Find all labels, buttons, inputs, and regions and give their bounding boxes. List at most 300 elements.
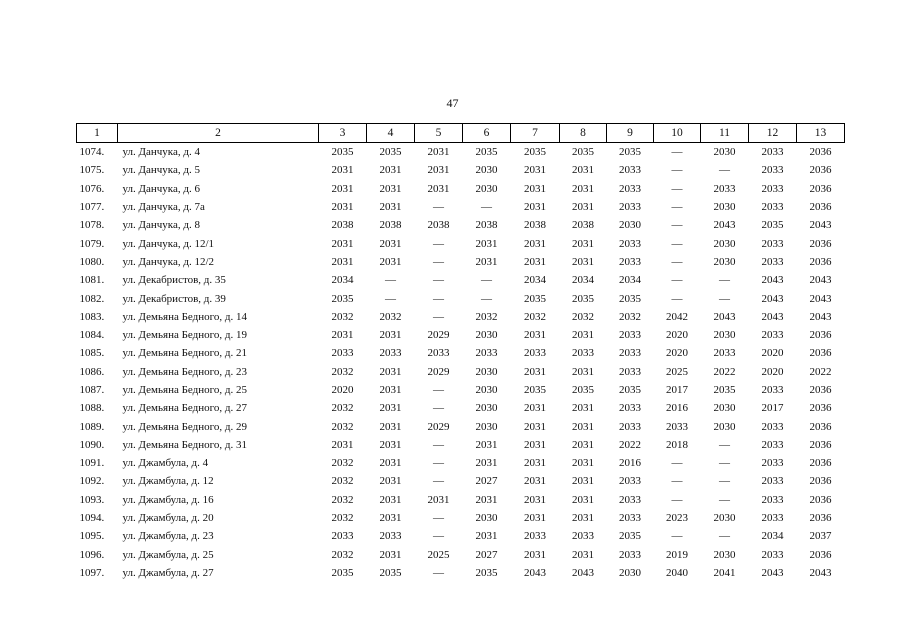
address-cell: ул. Данчука, д. 6 [122, 182, 200, 195]
year-cell: 2040 [666, 566, 688, 579]
year-cell: 2032 [331, 493, 354, 506]
page-number: 47 [446, 96, 459, 110]
year-cell: — [433, 475, 444, 488]
year-cell: 2033 [619, 475, 641, 488]
year-cell: 2022 [619, 438, 641, 451]
year-cell: 2035 [572, 384, 594, 396]
year-cell: 2043 [761, 310, 784, 323]
year-cell: — [719, 530, 730, 543]
year-cell: — [385, 274, 396, 287]
table-row [77, 326, 845, 344]
year-cell: — [671, 164, 683, 177]
year-cell: 2036 [809, 237, 832, 250]
year-cell: 2030 [713, 255, 736, 268]
year-cell: 2031 [379, 365, 402, 378]
year-cell: 2031 [572, 201, 594, 214]
year-cell: 2031 [475, 255, 498, 268]
year-cell: 2035 [572, 146, 594, 159]
year-cell: 2033 [761, 164, 784, 177]
year-cell: 2035 [524, 384, 546, 396]
year-cell: — [719, 475, 730, 488]
year-cell: 2031 [379, 182, 402, 195]
year-cell: 2033 [619, 164, 641, 177]
header-row [77, 124, 845, 143]
year-cell: 2038 [379, 219, 402, 232]
year-cell: 2031 [379, 548, 402, 561]
year-cell: 2031 [524, 329, 546, 342]
year-cell: — [671, 182, 683, 195]
year-cell: 2030 [713, 548, 736, 561]
address-cell: ул. Джамбула, д. 16 [122, 493, 214, 506]
year-cell: 2016 [666, 402, 688, 415]
year-cell: 2025 [427, 548, 450, 561]
year-cell: 2038 [427, 219, 450, 232]
year-cell: 2019 [666, 548, 688, 561]
year-cell: 2031 [379, 329, 402, 342]
table-row [77, 381, 845, 399]
table-row [77, 234, 845, 252]
year-cell: 2043 [761, 274, 784, 287]
year-cell: 2031 [524, 201, 546, 214]
year-cell: 2035 [713, 384, 736, 396]
row-number: 1085. [79, 347, 105, 360]
year-cell: 2032 [331, 420, 354, 433]
year-cell: 2033 [713, 347, 736, 360]
year-cell: 2036 [809, 475, 832, 488]
year-cell: 2033 [427, 347, 450, 360]
table-row [77, 344, 845, 362]
year-cell: 2033 [572, 347, 594, 360]
year-cell: 2022 [809, 365, 832, 378]
row-number: 1097. [79, 566, 105, 579]
year-cell: 2031 [331, 329, 354, 342]
year-cell: 2042 [666, 310, 688, 323]
row-number: 1074. [79, 146, 105, 159]
year-cell: 2038 [572, 219, 594, 232]
year-cell: 2031 [524, 182, 546, 195]
year-cell: 2036 [809, 347, 832, 360]
year-cell: 2043 [809, 310, 832, 323]
year-cell: 2035 [379, 566, 402, 579]
year-cell: 2017 [761, 402, 784, 415]
year-cell: 2032 [331, 402, 354, 415]
table-row [77, 491, 845, 509]
year-cell: 2030 [475, 329, 498, 342]
year-cell: 2035 [475, 146, 498, 159]
row-number: 1091. [79, 457, 105, 470]
address-cell: ул. Данчука, д. 5 [122, 164, 200, 177]
row-number: 1075. [79, 164, 105, 177]
address-cell: ул. Демьяна Бедного, д. 25 [122, 384, 247, 396]
year-cell: 2034 [572, 274, 594, 287]
year-cell: 2032 [475, 310, 498, 323]
row-number: 1083. [79, 310, 105, 323]
year-cell: — [433, 384, 444, 396]
table-row [77, 546, 845, 564]
year-cell: — [433, 201, 444, 214]
year-cell: 2031 [379, 475, 402, 488]
year-cell: 2033 [761, 475, 784, 488]
table-row [77, 271, 845, 289]
address-cell: ул. Демьяна Бедного, д. 19 [122, 329, 247, 342]
year-cell: 2031 [572, 329, 594, 342]
year-cell: — [433, 457, 444, 470]
year-cell: 2031 [524, 255, 546, 268]
column-header: 11 [701, 124, 749, 143]
year-cell: 2036 [809, 402, 832, 415]
year-cell: 2035 [524, 146, 546, 159]
year-cell: 2030 [713, 146, 736, 159]
column-header: 4 [367, 124, 415, 143]
table-row [77, 527, 845, 545]
table-row [77, 564, 845, 582]
year-cell: 2033 [761, 182, 784, 195]
year-cell: 2035 [331, 146, 354, 159]
year-cell: 2031 [331, 164, 354, 177]
year-cell: 2031 [572, 548, 594, 561]
table-row [77, 180, 845, 198]
year-cell: 2016 [619, 457, 641, 470]
year-cell: 2031 [427, 493, 450, 506]
year-cell: 2031 [572, 164, 594, 177]
year-cell: — [671, 493, 683, 506]
year-cell: 2036 [809, 420, 832, 433]
table-body [77, 143, 845, 583]
year-cell: — [671, 530, 683, 543]
column-header: 13 [797, 124, 845, 143]
row-number: 1076. [79, 182, 105, 195]
table-row [77, 216, 845, 234]
year-cell: 2031 [331, 201, 354, 214]
year-cell: 2030 [713, 420, 736, 433]
address-cell: ул. Джамбула, д. 4 [122, 457, 209, 470]
year-cell: 2035 [619, 384, 641, 396]
year-cell: 2031 [379, 201, 402, 214]
table-row [77, 509, 845, 527]
year-cell: 2033 [619, 493, 641, 506]
row-number: 1082. [79, 292, 105, 305]
year-cell: 2030 [713, 402, 736, 415]
year-cell: 2036 [809, 548, 832, 561]
year-cell: 2031 [475, 457, 498, 470]
table-row [77, 143, 845, 162]
year-cell: 2027 [475, 475, 498, 488]
year-cell: — [719, 457, 730, 470]
year-cell: 2043 [713, 219, 736, 232]
year-cell: — [719, 274, 730, 287]
year-cell: 2031 [572, 402, 594, 415]
year-cell: — [433, 512, 444, 525]
year-cell: — [719, 438, 730, 451]
year-cell: 2031 [524, 402, 546, 415]
row-number: 1077. [79, 201, 105, 214]
row-number: 1078. [79, 219, 105, 232]
year-cell: — [481, 292, 492, 305]
year-cell: 2031 [572, 457, 594, 470]
year-cell: 2031 [572, 255, 594, 268]
data-table [76, 123, 845, 582]
column-header: 3 [319, 124, 367, 143]
year-cell: 2033 [761, 512, 784, 525]
column-header: 7 [511, 124, 560, 143]
address-cell: ул. Демьяна Бедного, д. 31 [122, 438, 247, 451]
year-cell: 2020 [331, 384, 354, 396]
year-cell: 2031 [475, 237, 498, 250]
year-cell: 2031 [427, 146, 450, 159]
year-cell: 2033 [619, 420, 641, 433]
row-number: 1081. [79, 274, 105, 287]
year-cell: — [671, 237, 683, 250]
year-cell: 2033 [619, 237, 641, 250]
year-cell: 2031 [331, 438, 354, 451]
address-cell: ул. Данчука, д. 8 [122, 219, 200, 232]
year-cell: 2033 [761, 201, 784, 214]
year-cell: 2034 [524, 274, 546, 287]
column-header: 10 [654, 124, 701, 143]
year-cell: 2020 [761, 347, 784, 360]
year-cell: 2032 [331, 475, 354, 488]
year-cell: 2035 [331, 566, 354, 579]
year-cell: 2032 [524, 310, 546, 323]
year-cell: 2031 [379, 237, 402, 250]
table-row [77, 399, 845, 417]
year-cell: 2033 [619, 182, 641, 195]
year-cell: — [671, 219, 683, 232]
year-cell: — [671, 457, 683, 470]
year-cell: 2033 [619, 329, 641, 342]
column-header: 6 [463, 124, 511, 143]
year-cell: 2035 [619, 146, 641, 159]
row-number: 1090. [79, 438, 105, 451]
year-cell: 2033 [761, 420, 784, 433]
year-cell: 2030 [713, 329, 736, 342]
year-cell: — [671, 475, 683, 488]
address-cell: ул. Данчука, д. 12/1 [122, 237, 215, 250]
year-cell: — [433, 310, 444, 323]
year-cell: 2031 [331, 255, 354, 268]
year-cell: — [481, 274, 492, 287]
address-cell: ул. Джамбула, д. 23 [122, 530, 214, 543]
year-cell: 2031 [524, 164, 546, 177]
year-cell: 2030 [475, 365, 498, 378]
year-cell: 2035 [619, 530, 641, 543]
year-cell: — [433, 566, 444, 579]
year-cell: 2035 [331, 292, 354, 305]
row-number: 1088. [79, 402, 105, 415]
year-cell: 2031 [331, 237, 354, 250]
year-cell: 2031 [379, 438, 402, 451]
year-cell: 2031 [572, 182, 594, 195]
year-cell: 2033 [619, 201, 641, 214]
year-cell: 2035 [524, 292, 546, 305]
year-cell: 2036 [809, 457, 832, 470]
year-cell: 2020 [666, 347, 688, 360]
year-cell: 2032 [619, 310, 641, 323]
year-cell: 2034 [331, 274, 354, 287]
year-cell: 2033 [619, 255, 641, 268]
year-cell: 2031 [524, 475, 546, 488]
table-row [77, 253, 845, 271]
year-cell: 2022 [713, 365, 736, 378]
row-number: 1084. [79, 329, 105, 342]
year-cell: 2031 [524, 493, 546, 506]
year-cell: 2036 [809, 493, 832, 506]
year-cell: 2043 [809, 292, 832, 305]
year-cell: 2033 [475, 347, 498, 360]
row-number: 1089. [79, 420, 105, 433]
year-cell: 2033 [761, 457, 784, 470]
year-cell: 2031 [475, 530, 498, 543]
year-cell: 2032 [331, 310, 354, 323]
year-cell: 2031 [572, 365, 594, 378]
column-header: 12 [749, 124, 797, 143]
year-cell: 2043 [809, 274, 832, 287]
year-cell: 2020 [761, 365, 784, 378]
year-cell: — [385, 292, 396, 305]
year-cell: 2033 [379, 530, 402, 543]
address-cell: ул. Джамбула, д. 20 [122, 512, 214, 525]
year-cell: 2029 [427, 329, 450, 342]
year-cell: 2033 [619, 402, 641, 415]
table-row [77, 198, 845, 216]
year-cell: 2034 [761, 530, 784, 543]
year-cell: 2031 [379, 164, 402, 177]
year-cell: 2038 [475, 219, 498, 232]
year-cell: — [433, 237, 444, 250]
year-cell: 2038 [331, 219, 354, 232]
year-cell: 2036 [809, 182, 832, 195]
year-cell: 2033 [619, 365, 641, 378]
year-cell: 2023 [666, 512, 688, 525]
year-cell: — [671, 146, 683, 159]
year-cell: 2035 [475, 566, 498, 579]
column-header: 9 [607, 124, 654, 143]
year-cell: 2036 [809, 201, 832, 214]
year-cell: 2043 [572, 566, 594, 579]
year-cell: 2036 [809, 255, 832, 268]
year-cell: 2033 [761, 384, 784, 396]
year-cell: 2036 [809, 512, 832, 525]
year-cell: — [433, 274, 444, 287]
year-cell: 2031 [572, 512, 594, 525]
year-cell: 2031 [572, 493, 594, 506]
table-row [77, 454, 845, 472]
year-cell: 2031 [427, 164, 450, 177]
year-cell: 2030 [619, 219, 641, 232]
table-row [77, 289, 845, 307]
address-cell: ул. Данчука, д. 4 [122, 146, 200, 159]
year-cell: 2033 [331, 347, 354, 360]
year-cell: 2030 [713, 201, 736, 214]
address-cell: ул. Демьяна Бедного, д. 21 [122, 347, 247, 360]
year-cell: — [481, 201, 492, 214]
row-number: 1096. [79, 548, 105, 561]
year-cell: 2031 [379, 493, 402, 506]
year-cell: 2031 [524, 237, 546, 250]
year-cell: 2033 [331, 530, 354, 543]
year-cell: 2036 [809, 146, 832, 159]
address-cell: ул. Джамбула, д. 25 [122, 548, 214, 561]
row-number: 1080. [79, 255, 105, 268]
year-cell: 2031 [427, 182, 450, 195]
year-cell: 2031 [331, 182, 354, 195]
year-cell: 2035 [572, 292, 594, 305]
year-cell: 2029 [427, 365, 450, 378]
column-header: 2 [118, 124, 319, 143]
row-number: 1087. [79, 384, 105, 396]
year-cell: 2030 [475, 512, 498, 525]
year-cell: — [433, 402, 444, 415]
year-cell: 2017 [666, 384, 688, 396]
year-cell: 2043 [761, 292, 784, 305]
address-cell: ул. Джамбула, д. 27 [122, 566, 214, 579]
year-cell: 2033 [572, 530, 594, 543]
year-cell: 2041 [713, 566, 736, 579]
year-cell: 2033 [713, 182, 736, 195]
year-cell: — [433, 292, 444, 305]
year-cell: — [671, 255, 683, 268]
year-cell: 2035 [761, 219, 784, 232]
year-cell: 2031 [524, 548, 546, 561]
year-cell: 2033 [619, 347, 641, 360]
year-cell: 2031 [475, 438, 498, 451]
year-cell: 2032 [331, 457, 354, 470]
year-cell: — [433, 530, 444, 543]
row-number: 1094. [79, 512, 105, 525]
address-cell: ул. Демьяна Бедного, д. 23 [122, 365, 247, 378]
year-cell: 2031 [379, 420, 402, 433]
year-cell: 2033 [761, 493, 784, 506]
address-cell: ул. Декабристов, д. 39 [122, 292, 226, 305]
year-cell: 2038 [524, 219, 546, 232]
table-row [77, 472, 845, 490]
address-cell: ул. Демьяна Бедного, д. 27 [122, 402, 247, 415]
year-cell: 2031 [379, 457, 402, 470]
year-cell: — [671, 201, 683, 214]
year-cell: 2035 [379, 146, 402, 159]
year-cell: 2032 [572, 310, 594, 323]
table-row [77, 161, 845, 179]
row-number: 1093. [79, 493, 105, 506]
year-cell: 2031 [572, 475, 594, 488]
year-cell: 2031 [379, 512, 402, 525]
address-cell: ул. Данчука, д. 7а [122, 201, 205, 214]
year-cell: 2030 [475, 420, 498, 433]
year-cell: 2033 [761, 237, 784, 250]
row-number: 1086. [79, 365, 105, 378]
address-cell: ул. Декабристов, д. 35 [122, 274, 226, 287]
year-cell: 2029 [427, 420, 450, 433]
year-cell: 2043 [713, 310, 736, 323]
year-cell: 2032 [331, 512, 354, 525]
year-cell: 2027 [475, 548, 498, 561]
year-cell: — [719, 164, 730, 177]
year-cell: 2032 [331, 548, 354, 561]
column-header: 5 [415, 124, 463, 143]
year-cell: 2031 [475, 493, 498, 506]
table-row [77, 308, 845, 326]
row-number: 1092. [79, 475, 105, 488]
year-cell: 2033 [761, 146, 784, 159]
year-cell: 2033 [761, 255, 784, 268]
year-cell: 2018 [666, 438, 688, 451]
table-row [77, 417, 845, 435]
year-cell: 2025 [666, 365, 688, 378]
year-cell: 2033 [666, 420, 688, 433]
year-cell: 2030 [713, 237, 736, 250]
year-cell: 2031 [524, 512, 546, 525]
year-cell: 2037 [809, 530, 832, 543]
